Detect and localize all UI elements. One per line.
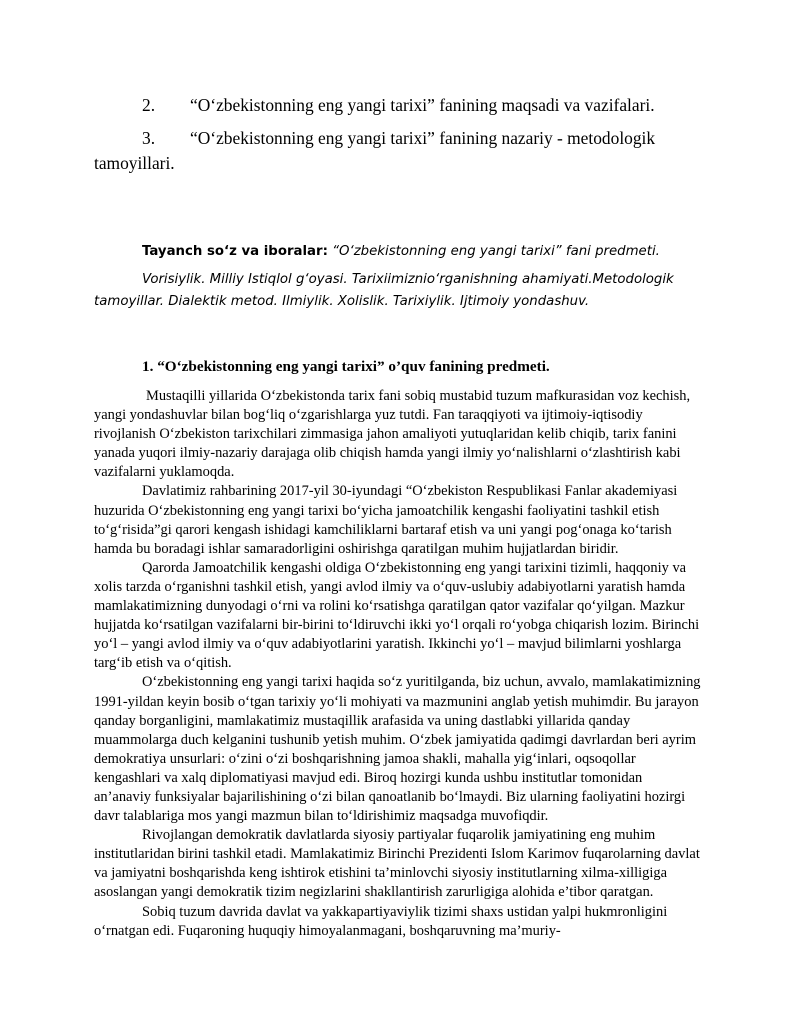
section-heading: 1. “O‘zbekistonning eng yangi tarixi” o’quv fanining predmeti. <box>142 358 550 375</box>
list-item-3 <box>94 126 704 176</box>
body-text <box>94 387 702 941</box>
list-item-text: “O‘zbekistonning eng yangi tarixi” fanining maqsadi va vazifalari. <box>190 95 655 115</box>
paragraph: Mustaqilli yillarida O‘zbekistonda tarix fani sobiq mustabid tuzum mafkurasidan voz kechish, yangi yondashuvlar bilan bog‘liq o‘zgarishlarga yuz tutdi. Fan taraqqiyoti va ijtimoiy-iqtisodiy rivojlanish O‘zbekiston tarixchilari zimmasiga jahon amaliyoti yutuqlaridan kelib chiqib, tarix fanini yanada yuqori ilmiy-nazariy darajaga olib chiqish hamda yangi ilmiy yo‘nalishlarni o‘zlashtirish kabi vazifalarni yuklamoqda. <box>94 388 691 481</box>
list-item-number: 2. <box>142 95 156 115</box>
paragraph: Davlatimiz rahbarining 2017-yil 30-iyundagi “O‘zbekiston Respublikasi Fanlar akademiyasi huzurida O‘zbekistonning eng yangi tarixi bo‘yicha jamoatchilik kengashi faoliyatini tashkil etish to‘g‘risida”gi qarori kengash ishidagi kamchiliklarni bartaraf etish va uni yangi pog‘onaga ko‘tarish hamda bu boradagi ishlar samaradorligini oshirishga qaratilgan muhim hujjatlardan biridir. <box>94 483 678 557</box>
paragraph: Sobiq tuzum davrida davlat va yakkapartiyaviylik tizimi shaxs ustidan yalpi hukmronligini o‘rnatgan edi. Fuqaroning huquqiy himoyalanmagani, boshqaruvning ma’muriy- <box>94 903 668 939</box>
keywords-list <box>94 269 704 313</box>
paragraph: O‘zbekistonning eng yangi tarixi haqida so‘z yuritilganda, biz uchun, avvalo, mamlakatimizning 1991-yildan keyin bosib o‘tgan tarixiy yo‘li mohiyati va mazmunini anglab yetish muhimdir. Bu jarayon qanday borganligini, mamlakatimiz mustaqillik arafasida va uning dastlabki yillarida qanday muammolarga duch kelganini tushunib yetish muhim. O‘zbek jamiyatida qadimgi davrlardan beri ayrim demokratiya unsurlari: o‘zini o‘zi boshqarishning jamoa shakli, mahalla yig‘inlari, oqsoqollar kengashlari va xalq diplomatiyasi mavjud edi. Biroq hozirgi kunda ushbu institutlar tomonidan an’anaviy funksiyalar bajarilishining o‘zi bilan qanoatlanib bo‘lmaydi. Biz ularning faoliyatini hozirgi davr talablariga mos yangi mazmun bilan to‘ldirishimiz maqsadga muvofiqdir. <box>94 674 701 825</box>
list-item-number: 3. <box>142 128 156 148</box>
keywords-rest: Vorisiylik. Milliy Istiqlol g‘oyasi. Tarixiimiznio‘rganishning ahamiyati.Metodologik tamoyillar. Dialektik metod. Ilmiylik. Xolislik. Tarixiylik. Ijtimoiy yondashuv. <box>94 272 674 309</box>
paragraph: Rivojlangan demokratik davlatlarda siyosiy partiyalar fuqarolik jamiyatining eng muhim institutlaridan birini tashkil etadi. Mamlakatimiz Birinchi Prezidenti Islom Karimov fuqarolarning davlat va jamiyatni boshqarishda keng ishtirok etishini ta’minlovchi siyosiy institutlarning xilma-xilligiga asoslangan yangi demokratik tizim negizlarini shakllantirish zarurligiga alohida e’tibor qaratgan. <box>94 827 700 901</box>
list-item-2 <box>94 93 704 118</box>
paragraph: Qarorda Jamoatchilik kengashi oldiga O‘zbekistonning eng yangi tarixini tizimli, haqqoniy va xolis tarzda o‘rganishni tashkil etish, yangi avlod ilmiy va o‘quv-uslubiy adabiyotlarni yaratish hamda mamlakatimizning dunyodagi o‘rni va rolini ko‘rsatishga qaratilgan qator vazifalar qo‘yilgan. Mazkur hujjatda ko‘rsatilgan vazifalarni bir-birini to‘ldiruvchi ikki yo‘l orqali ro‘yobga chiqarish lozim. Birinchi yo‘l – yangi avlod ilmiy va o‘quv adabiyotlarini yaratish. Ikkinchi yo‘l – mavjud bilimlarni yoshlarga targ‘ib etish va o‘qitish. <box>94 559 700 672</box>
keywords-first-line: “O‘zbekistonning eng yangi tarixi” fani predmeti. <box>327 244 660 259</box>
keywords-label: Tayanch so‘z va iboralar: <box>142 244 328 259</box>
keywords-line <box>142 241 702 263</box>
list-item-text: “O‘zbekistonning eng yangi tarixi” fanining nazariy - metodologik tamoyillari. <box>94 128 656 173</box>
